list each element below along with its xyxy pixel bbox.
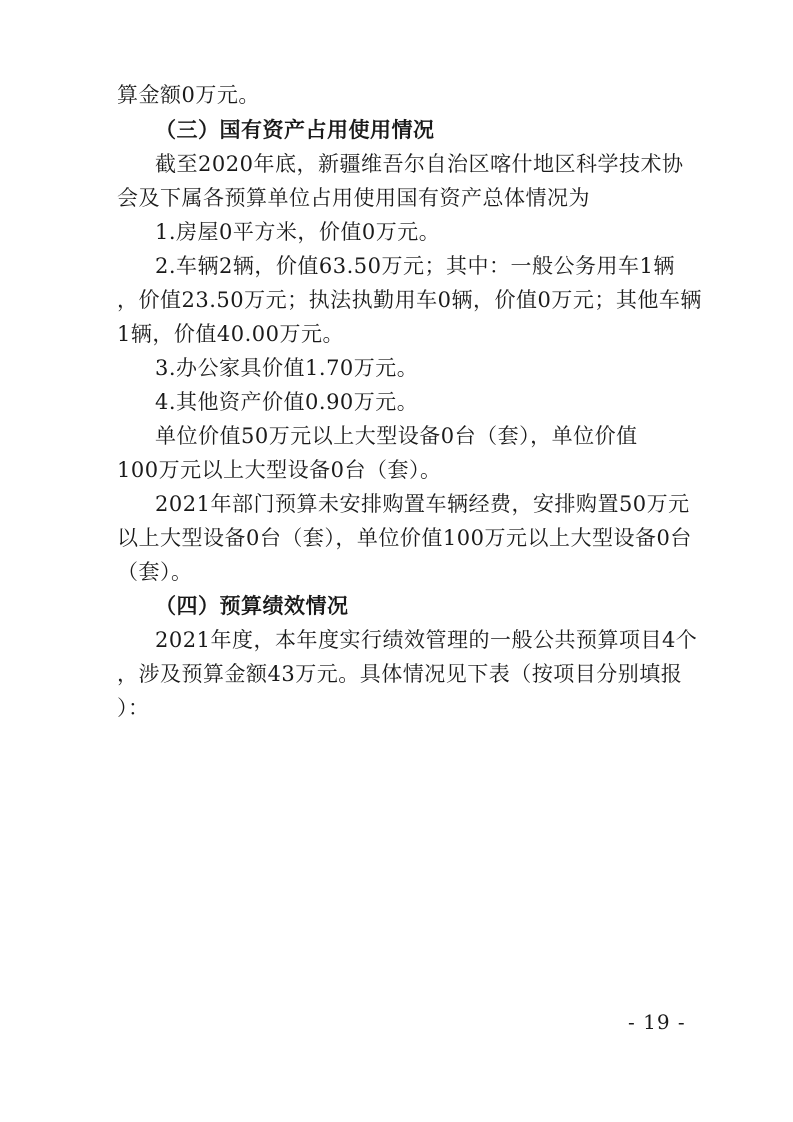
page-number: - 19 -: [628, 1010, 686, 1034]
text-line: ，价值23.50万元；执法执勤用车0辆，价值0万元；其他车辆: [117, 288, 702, 312]
list-item: 4.其他资产价值0.90万元。: [155, 390, 419, 414]
text-line: 以上大型设备0台（套），单位价值100万元以上大型设备0台: [117, 526, 692, 550]
text-line: 会及下属各预算单位占用使用国有资产总体情况为: [117, 186, 590, 210]
text-line: 100万元以上大型设备0台（套）。: [117, 458, 442, 482]
list-item: 1.房屋0平方米，价值0万元。: [155, 220, 441, 244]
list-item: 3.办公家具价值1.70万元。: [155, 356, 419, 380]
text-line: 算金额0万元。: [117, 83, 260, 107]
text-line: ）：: [117, 696, 150, 720]
section-heading-assets: （三）国有资产占用使用情况: [155, 117, 435, 142]
text-line: 截至2020年底，新疆维吾尔自治区喀什地区科学技术协: [155, 152, 684, 176]
list-item: 2.车辆2辆，价值63.50万元；其中：一般公务用车1辆: [155, 254, 675, 278]
text-line: 1辆，价值40.00万元。: [117, 322, 344, 346]
text-line: 2021年度，本年度实行绩效管理的一般公共预算项目4个: [155, 628, 698, 652]
text-line: 2021年部门预算未安排购置车辆经费，安排购置50万元: [155, 492, 690, 516]
text-line: （套）。: [117, 560, 193, 584]
text-line: ，涉及预算金额43万元。具体情况见下表（按项目分别填报: [117, 662, 683, 686]
section-heading-performance: （四）预算绩效情况: [155, 593, 349, 618]
text-line: 单位价值50万元以上大型设备0台（套），单位价值: [155, 424, 638, 448]
